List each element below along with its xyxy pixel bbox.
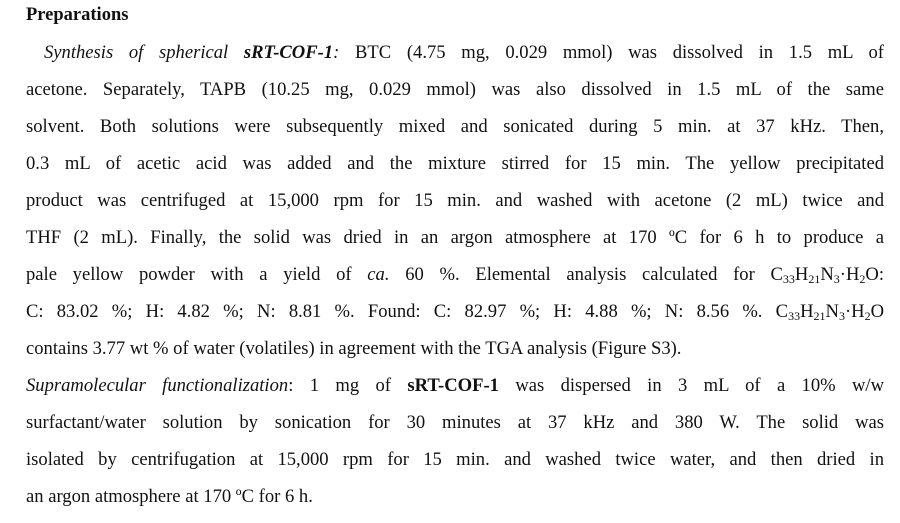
synthesis-label: Synthesis of spherical: [44, 42, 244, 63]
paragraph-1-line-8: C: 83.02 %; H: 4.82 %; N: 8.81 %. Found: C: 82.97 %; H: 4.88 %; N: 8.56 %. $C_{33}H_{21}N_3\cdot H_2O$: [26, 301, 884, 323]
paragraph-1-line-4: 0.3 mL of acetic acid was added and the mixture stirred for 15 min. The yellow precipitated: [26, 153, 884, 174]
functionalization-label: Supramolecular functionalization: [26, 375, 289, 396]
paragraph-2-line-3: isolated by centrifugation at 15,000 rpm for 15 min. and washed twice water, and then dried in: [26, 449, 884, 470]
section-heading: Preparations: [26, 5, 129, 25]
compound-name: sRT-COF-1: [243, 42, 334, 63]
paragraph-2-line-4: an argon atmosphere at 170 ºC for 6 h.: [26, 486, 313, 507]
compound-name: sRT-COF-1: [407, 375, 499, 396]
paragraph-1-line-5: product was centrifuged at 15,000 rpm for 15 min. and washed with acetone (2 mL) twice and: [26, 190, 884, 211]
paragraph-2-line-2: surfactant/water solution by sonication for 30 minutes at 37 kHz and 380 W. The solid was: [26, 412, 884, 433]
paragraph-1-line-3: solvent. Both solutions were subsequently mixed and sonicated during 5 min. at 37 kHz. Then,: [26, 116, 884, 137]
paragraph-1-line-9: contains 3.77 wt % of water (volatiles) in agreement with the TGA analysis (Figure S3).: [26, 338, 682, 359]
paragraph-1-line-7: pale yellow powder with a yield of ca. 60 %. Elemental analysis calculated for $C_{33}H_{21}N_3\cdot H_2O$:: [26, 264, 884, 286]
circa-abbreviation: ca.: [367, 264, 390, 285]
paragraph-1-line-2: acetone. Separately, TAPB (10.25 mg, 0.029 mmol) was also dissolved in 1.5 mL of the same: [26, 79, 884, 100]
paragraph-1-line-1: Synthesis of spherical sRT-COF-1: BTC (4.75 mg, 0.029 mmol) was dissolved in 1.5 mL of: [44, 42, 884, 63]
paragraph-1-line-6: THF (2 mL). Finally, the solid was dried in an argon atmosphere at 170 ºC for 6 h to produce a: [26, 227, 884, 248]
paragraph-2-line-1: Supramolecular functionalization: 1 mg of sRT-COF-1 was dispersed in 3 mL of a 10% w/w: [26, 375, 885, 396]
